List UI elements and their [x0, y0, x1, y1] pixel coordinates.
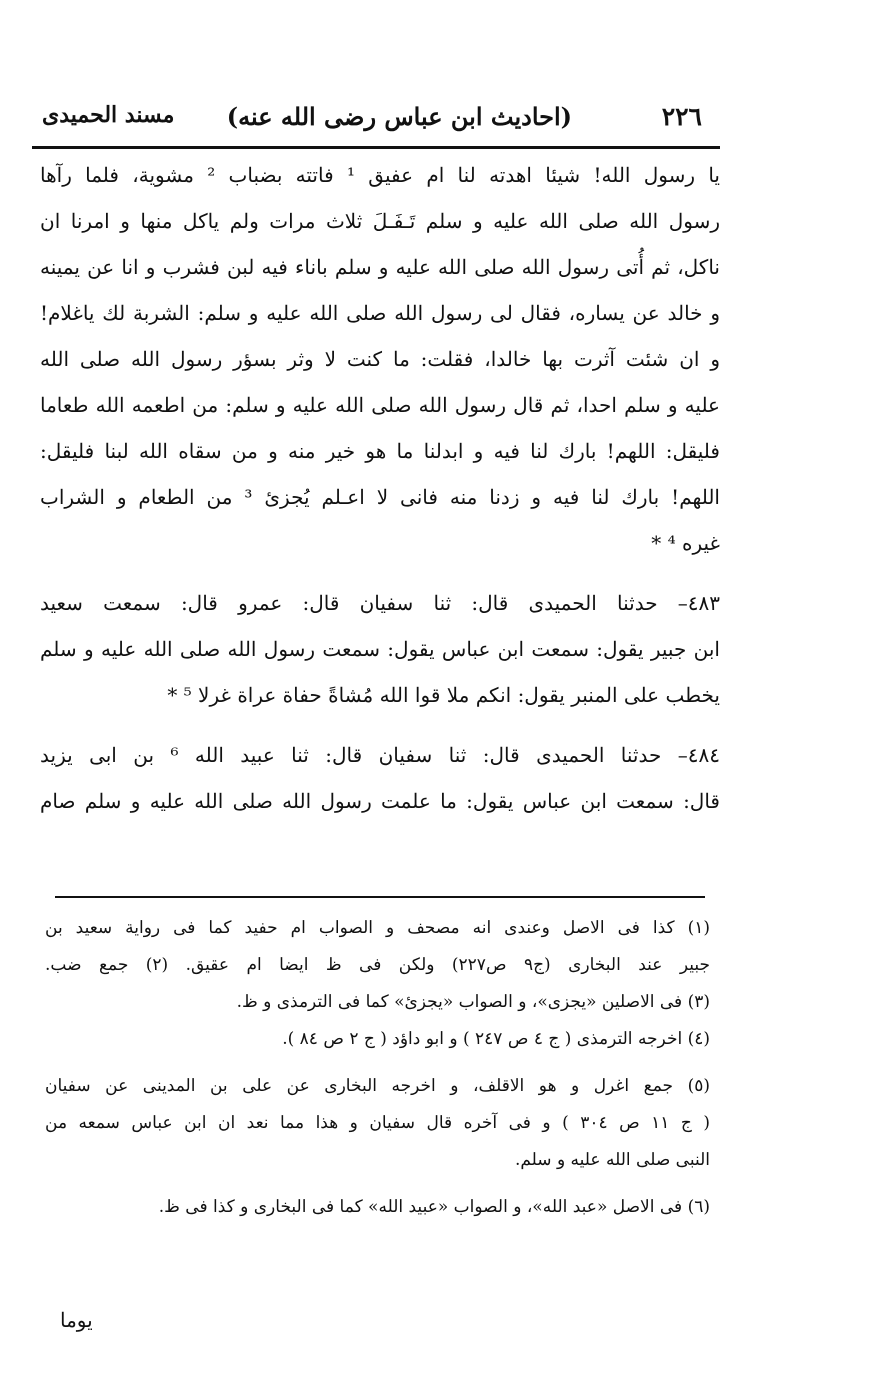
- text-line: عليه و سلم احدا، ثم قال رسول الله صلى الله عليه و سلم: من اطعمه الله طعاما: [40, 393, 720, 417]
- footnote-line: جبير عند البخارى (ج٩ ص٢٢٧) ولكن فى ظ ايضا ام عقيق. (٢) جمع ضب.: [45, 955, 710, 975]
- header-rule: [32, 146, 720, 149]
- text-line: يخطب على المنبر يقول: انكم ملا قوا الله مُشاةً حفاة عراة غرلا ⁵ *: [167, 683, 720, 707]
- footnote-line: (٤) اخرجه الترمذى ( ج ٤ ص ٢٤٧ ) و ابو داؤد ( ج ٢ ص ٨٤ ).: [282, 1029, 710, 1049]
- text-line: فليقل: اللهم! بارك لنا فيه و ابدلنا ما هو خير منه و من سقاه الله لبنا فليقل:: [40, 439, 720, 463]
- page-header: [32, 96, 722, 140]
- text-line: ناكل، ثم أُتى رسول الله صلى الله عليه و سلم باناء فيه لبن فشرب و انا عن يمينه: [40, 255, 720, 279]
- text-line: غيره ⁴ *: [651, 531, 720, 555]
- text-line: و ان شئت آثرت بها خالدا، فقلت: ما كنت لا وثر بسؤر رسول الله صلى الله: [40, 347, 720, 371]
- footnote-line: (٣) فى الاصلين «يجزى»، و الصواب «يجزئ» كما فى الترمذى و ظ.: [236, 992, 710, 1012]
- book-title: مسند الحميدى: [42, 102, 175, 128]
- text-line: قال: سمعت ابن عباس يقول: ما علمت رسول الله صلى الله عليه و سلم صام: [40, 789, 720, 813]
- text-line: يا رسول الله! شيئا اهدته لنا ام عفيق ¹ فاتته بضباب ² مشوية، فلما رآها: [40, 163, 720, 187]
- footnotes: [45, 910, 710, 1226]
- text-line: اللهم! بارك لنا فيه و زدنا منه فانى لا اعـلم يُجزئ ³ من الطعام و الشراب: [40, 485, 720, 509]
- text-line: و خالد عن يساره، فقال لى رسول الله صلى الله عليه و سلم: الشربة لك ياغلام!: [40, 301, 720, 325]
- hadith-483-line: ٤٨٣– حدثنا الحميدى قال: ثنا سفيان قال: عمرو قال: سمعت سعيد: [40, 591, 720, 615]
- footnote-line: (٦) فى الاصل «عبد الله»، و الصواب «عبيد الله» كما فى البخارى و كذا فى ظ.: [158, 1197, 710, 1217]
- footnote-line: ( ج ١١ ص ٣٠٤ ) و فى آخره قال سفيان و هذا مما نعد ان ابن عباس سمعه من: [45, 1113, 710, 1133]
- text-line: ابن جبير يقول: سمعت ابن عباس يقول: سمعت رسول الله صلى الله عليه و سلم: [40, 637, 720, 661]
- main-text: [40, 152, 720, 824]
- catchword: يوما: [60, 1308, 93, 1332]
- footnote-rule: [55, 896, 705, 898]
- footnote-line: (١) كذا فى الاصل وعندى انه مصحف و الصواب ام حفيد كما فى رواية سعيد بن: [45, 918, 710, 938]
- footnote-line: النبى صلى الله عليه و سلم.: [514, 1150, 710, 1170]
- page-number: ٢٢٦: [661, 102, 702, 131]
- running-title: (احاديث ابن عباس رضى الله عنه): [226, 102, 572, 131]
- footnote-line: (٥) جمع اغرل و هو الاقلف، و اخرجه البخارى عن على بن المدينى عن سفيان: [45, 1076, 710, 1096]
- text-line: رسول الله صلى الله عليه و سلم تَـفَـلَ ثلاث مرات ولم ياكل منها و امرنا ان: [40, 209, 720, 233]
- hadith-484-line: ٤٨٤– حدثنا الحميدى قال: ثنا سفيان قال: ثنا عبيد الله ⁶ بن ابى يزيد: [40, 743, 720, 767]
